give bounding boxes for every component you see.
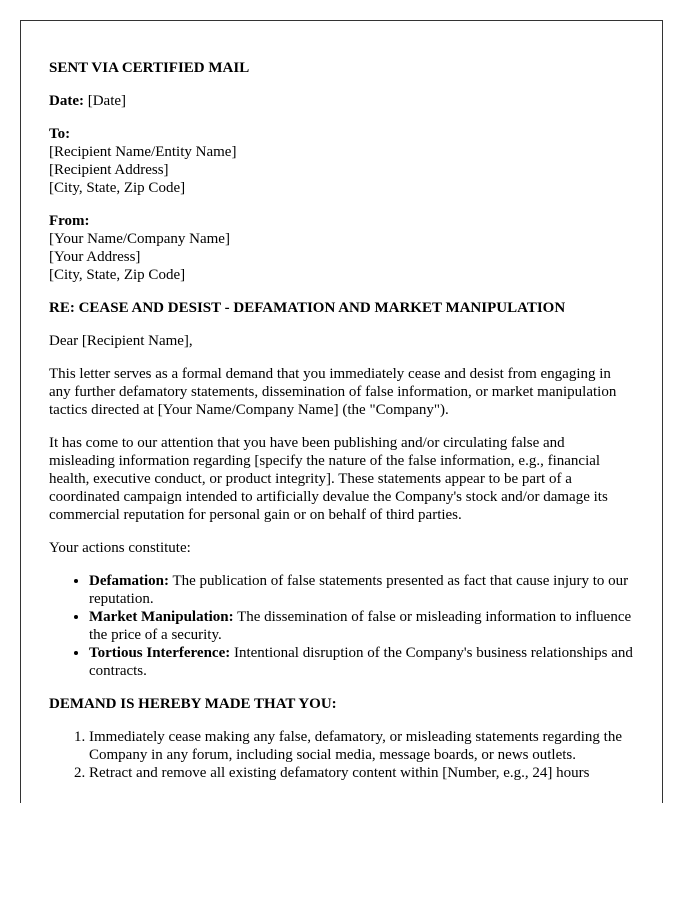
violation-term: Market Manipulation: bbox=[89, 609, 234, 625]
to-line: [Recipient Name/Entity Name] bbox=[49, 144, 237, 160]
paragraph: It has come to our attention that you have been publishing and/or circulating false and misleading information regarding [specify the nature of the false information, e.g., financial health, executive conduct, or product integrity]. These statements appear to be part of a coordinated campaign intended to artificially devalue the Company's stock and/or damage its commercial reputation for personal gain or on behalf of third parties. bbox=[49, 435, 608, 523]
salutation: Dear [Recipient Name], bbox=[49, 333, 193, 349]
to-label: To: bbox=[49, 126, 71, 142]
date-line bbox=[49, 92, 634, 110]
date-value: [Date] bbox=[87, 93, 127, 109]
paragraph: Your actions constitute: bbox=[49, 540, 191, 556]
violation-text: Intentional disruption of the Company's business relationships and contracts. bbox=[89, 645, 633, 679]
demand-heading: DEMAND IS HEREBY MADE THAT YOU: bbox=[49, 696, 337, 712]
list-item bbox=[89, 572, 634, 608]
list-item bbox=[89, 644, 634, 680]
to-line: [Recipient Address] bbox=[49, 162, 169, 178]
violation-text: The dissemination of false or misleading information to influence the price of a security. bbox=[89, 609, 632, 643]
sent-via-heading: SENT VIA CERTIFIED MAIL bbox=[49, 60, 250, 76]
violation-term: Tortious Interference: bbox=[89, 645, 231, 661]
violation-term: Defamation: bbox=[89, 573, 169, 589]
demands-list bbox=[49, 728, 634, 782]
list-item: 2. Retract and remove all existing defamatory content within [Number, e.g., 24] hours bbox=[89, 764, 634, 782]
from-line: [City, State, Zip Code] bbox=[49, 267, 186, 283]
paragraph: This letter serves as a formal demand that you immediately cease and desist from engaging in any further defamatory statements, dissemination of false information, or market manipulation tactics directed at [Your Name/Company Name] (the "Company"). bbox=[49, 366, 617, 418]
re-line: RE: CEASE AND DESIST - DEFAMATION AND MARKET MANIPULATION bbox=[49, 300, 566, 316]
letter-page bbox=[20, 20, 663, 803]
to-line: [City, State, Zip Code] bbox=[49, 180, 186, 196]
to-block bbox=[49, 125, 634, 197]
violations-list bbox=[49, 572, 634, 680]
from-block bbox=[49, 212, 634, 284]
list-item bbox=[89, 608, 634, 644]
violation-text: The publication of false statements presented as fact that cause injury to our reputation. bbox=[89, 573, 629, 607]
date-label: Date: bbox=[49, 93, 84, 109]
list-item: 1. Immediately cease making any false, defamatory, or misleading statements regarding the Company in any forum, including social media, message boards, or news outlets. bbox=[89, 728, 634, 764]
from-line: [Your Name/Company Name] bbox=[49, 231, 230, 247]
from-line: [Your Address] bbox=[49, 249, 141, 265]
from-label: From: bbox=[49, 213, 90, 229]
